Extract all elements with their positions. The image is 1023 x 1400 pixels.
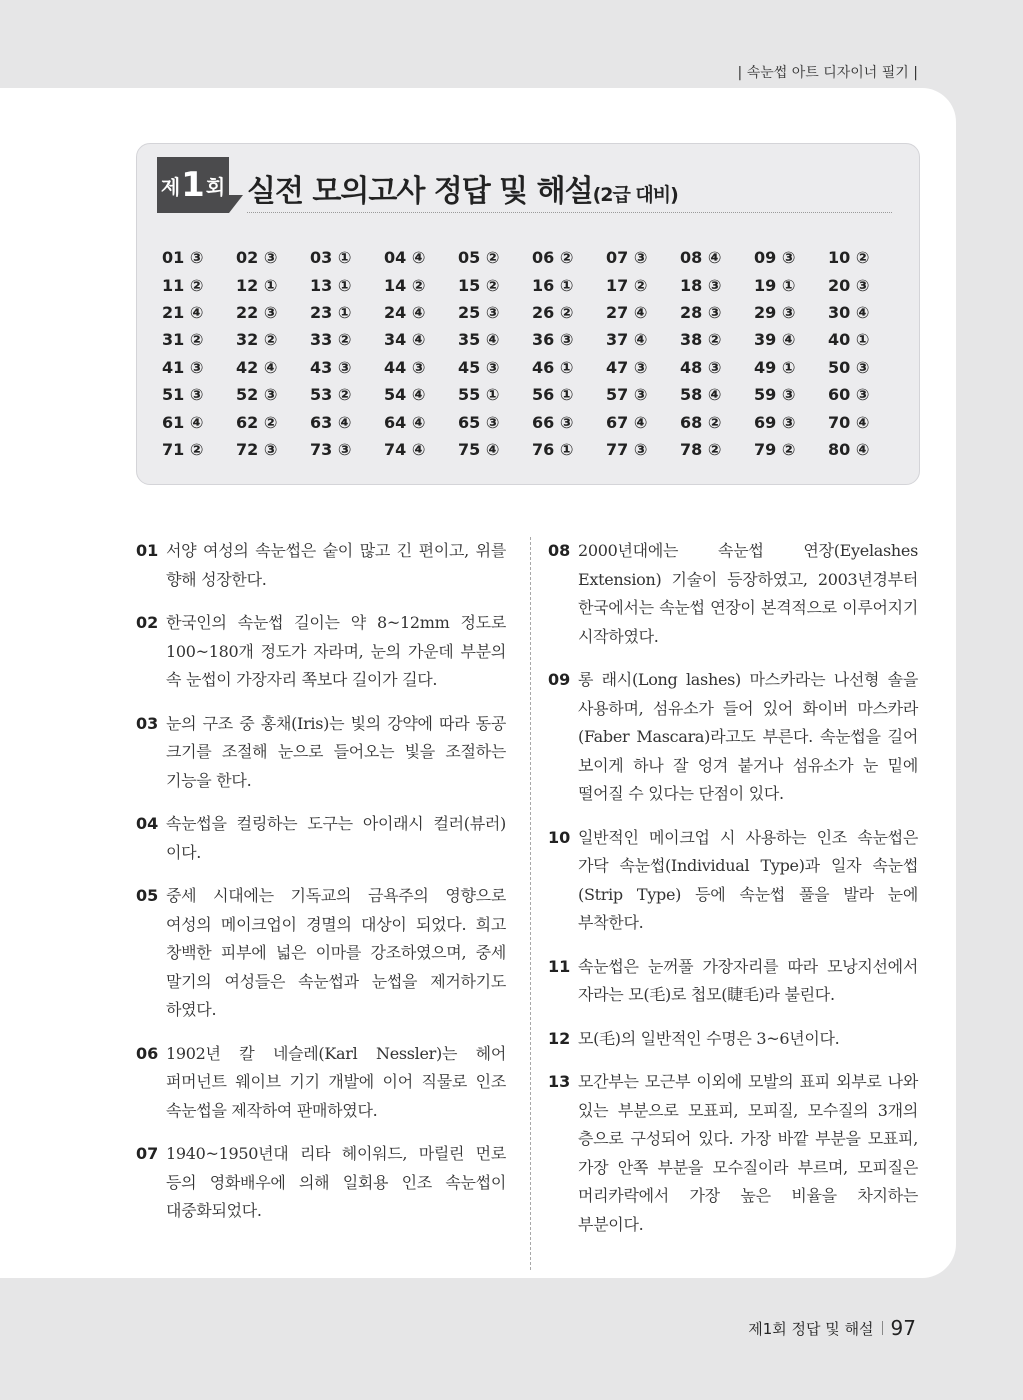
title-subtitle: (2급 대비) [592,184,678,206]
explanation-text: 눈의 구조 중 홍채(Iris)는 빛의 강약에 따라 동공 크기를 조절해 눈으로 들어오는 빛을 조절하는 기능을 한다. [166,713,506,790]
answer-cell: 58 ④ [680,385,722,405]
answer-cell: 32 ② [236,330,278,350]
answer-cell: 73 ③ [310,439,352,459]
answer-cell: 13 ① [310,275,352,295]
explanation-number: 08 [548,541,571,560]
explanation-item [548,1025,918,1054]
answer-cell: 02 ③ [236,248,278,268]
explanation-item [548,953,918,1010]
answer-cell: 03 ① [310,248,352,268]
explanation-item [548,666,918,809]
answer-cell: 09 ③ [754,248,796,268]
answer-cell: 72 ③ [236,439,278,459]
page-number: 97 [890,1316,916,1340]
answer-row [162,354,902,381]
answer-cell: 16 ① [532,275,574,295]
answer-cell: 55 ① [458,385,500,405]
answer-cell: 36 ③ [532,330,574,350]
answer-cell: 25 ③ [458,302,500,322]
answer-cell: 41 ③ [162,357,204,377]
answer-cell: 42 ④ [236,357,278,377]
answer-cell: 37 ④ [606,330,648,350]
answer-cell: 69 ③ [754,412,796,432]
answer-cell: 74 ④ [384,439,426,459]
session-badge [157,157,229,213]
answer-cell: 05 ② [458,248,500,268]
answer-cell: 12 ① [236,275,278,295]
running-header: | 속눈썹 아트 디자이너 필기 | [737,65,918,81]
page-footer [748,1316,916,1340]
badge-number: 1 [181,165,205,205]
answer-row [162,271,902,298]
answer-cell: 64 ④ [384,412,426,432]
explanation-text: 속눈썹을 컬링하는 도구는 아이래시 컬러(뷰러)이다. [166,814,506,862]
answer-cell: 21 ④ [162,302,204,322]
answer-cell: 31 ② [162,330,204,350]
explanation-number: 12 [548,1028,571,1048]
answer-row [162,381,902,408]
answer-cell: 35 ④ [458,330,500,350]
explanation-item [548,1068,918,1239]
answer-cell: 14 ② [384,275,426,295]
title-main: 실전 모의고사 정답 및 해설 [247,174,593,209]
explanation-item [136,810,506,867]
explanation-number: 10 [548,827,571,847]
answer-cell: 47 ③ [606,357,648,377]
footer-separator [882,1321,883,1335]
explanation-number: 06 [136,1043,159,1063]
answer-cell: 60 ③ [828,385,870,405]
explanation-number: 11 [548,956,571,976]
answer-cell: 49 ① [754,357,796,377]
explanation-text: 서양 여성의 속눈썹은 숱이 많고 긴 편이고, 위를 향해 성장한다. [166,541,506,589]
explanations-right-column [548,537,918,1254]
answer-cell: 29 ③ [754,302,796,322]
explanation-text: 한국인의 속눈썹 길이는 약 8~12mm 정도로 100~180개 정도가 자라며, 눈의 가운데 부분의 속 눈썹이 가장자리 쪽보다 길이가 길다. [166,613,506,689]
explanations-left-column [136,537,506,1241]
answer-cell: 51 ③ [162,385,204,405]
answer-cell: 11 ② [162,275,204,295]
answer-cell: 48 ③ [680,357,722,377]
explanation-number: 05 [136,886,159,905]
answer-cell: 20 ③ [828,275,870,295]
footer-label: 제1회 정답 및 해설 [748,1319,874,1338]
badge-tab-shape [229,195,243,213]
answer-row [162,436,902,463]
explanation-item [136,537,506,594]
answer-cell: 46 ① [532,357,574,377]
badge-suffix: 회 [205,174,226,199]
answer-cell: 34 ④ [384,330,426,350]
answer-cell: 39 ④ [754,330,796,350]
answer-cell: 17 ② [606,275,648,295]
explanation-item [136,1140,506,1226]
explanation-item [548,537,918,651]
explanation-text: 일반적인 메이크업 시 사용하는 인조 속눈썹은 가닥 속눈썹(Individual Type)과 일자 속눈썹(Strip Type) 등에 속눈썹 풀을 발라 눈에 부착한다. [578,827,918,932]
answer-cell: 44 ③ [384,357,426,377]
badge-prefix: 제 [160,174,181,199]
answer-cell: 01 ③ [162,248,204,268]
answer-cell: 63 ④ [310,412,352,432]
title-divider [247,212,892,213]
column-divider [530,537,531,1270]
answer-row [162,244,902,271]
explanation-text: 모(毛)의 일반적인 수명은 3~6년이다. [578,1028,840,1048]
answer-cell: 23 ① [310,302,352,322]
explanation-item [136,1040,506,1126]
answer-cell: 19 ① [754,275,796,295]
explanation-item [548,824,918,938]
explanation-item [136,710,506,796]
answer-cell: 65 ③ [458,412,500,432]
answer-cell: 67 ④ [606,412,648,432]
answer-cell: 56 ① [532,385,574,405]
explanation-number: 09 [548,670,571,689]
explanation-number: 07 [136,1144,159,1163]
answer-cell: 27 ④ [606,302,648,322]
explanation-text: 2000년대에는 속눈썹 연장(Eyelashes Extension) 기술이 등장하였고, 2003년경부터 한국에서는 속눈썹 연장이 본격적으로 이루어지기 시작하였다. [578,541,918,646]
answer-cell: 10 ② [828,248,870,268]
answer-cell: 06 ② [532,248,574,268]
explanation-text: 속눈썹은 눈꺼풀 가장자리를 따라 모낭지선에서 자라는 모(毛)로 첩모(睫毛)라 불린다. [578,956,918,1004]
answer-cell: 50 ③ [828,357,870,377]
answer-cell: 70 ④ [828,412,870,432]
answer-cell: 15 ② [458,275,500,295]
answer-cell: 08 ④ [680,248,722,268]
explanation-text: 롱 래시(Long lashes) 마스카라는 나선형 솔을 사용하며, 섬유소가 들어 있어 화이버 마스카라(Faber Mascara)라고도 부른다. 속눈썹을 길어 보이게 하나 잘 엉겨 붙거나 섬유소가 눈 밑에 떨어질 수 있다는 단점이 있다. [578,670,918,803]
answer-cell: 79 ② [754,439,796,459]
answer-cell: 45 ③ [458,357,500,377]
answer-cell: 43 ③ [310,357,352,377]
answer-row [162,299,902,326]
explanation-number: 03 [136,713,159,733]
answer-row [162,408,902,435]
answer-cell: 22 ③ [236,302,278,322]
answer-cell: 76 ① [532,439,574,459]
answer-cell: 30 ④ [828,302,870,322]
answer-cell: 04 ④ [384,248,426,268]
answer-cell: 07 ③ [606,248,648,268]
answer-row [162,326,902,353]
answer-cell: 33 ② [310,330,352,350]
answer-cell: 78 ② [680,439,722,459]
answer-cell: 66 ③ [532,412,574,432]
answer-cell: 53 ② [310,385,352,405]
answer-cell: 38 ② [680,330,722,350]
answer-cell: 62 ② [236,412,278,432]
answer-cell: 71 ② [162,439,204,459]
explanation-number: 04 [136,814,159,833]
answer-cell: 40 ① [828,330,870,350]
explanation-item [136,609,506,695]
answer-cell: 52 ③ [236,385,278,405]
answer-cell: 54 ④ [384,385,426,405]
answer-cell: 26 ② [532,302,574,322]
answer-cell: 61 ④ [162,412,204,432]
answer-cell: 24 ④ [384,302,426,322]
page-title [247,166,678,210]
answer-cell: 75 ④ [458,439,500,459]
explanation-number: 13 [548,1072,571,1091]
answer-cell: 59 ③ [754,385,796,405]
answer-cell: 77 ③ [606,439,648,459]
answer-grid [162,244,902,463]
explanation-number: 01 [136,541,159,560]
explanation-item [136,882,506,1025]
answer-cell: 80 ④ [828,439,870,459]
answer-cell: 28 ③ [680,302,722,322]
answer-cell: 18 ③ [680,275,722,295]
explanation-text: 중세 시대에는 기독교의 금욕주의 영향으로 여성의 메이크업이 경멸의 대상이 되었다. 희고 창백한 피부에 넓은 이마를 강조하였으며, 중세 말기의 여성들은 속눈썹과 눈썹을 제거하기도 하였다. [166,886,506,1019]
explanation-number: 02 [136,613,159,632]
answer-cell: 57 ③ [606,385,648,405]
explanation-text: 1902년 칼 네슬레(Karl Nessler)는 헤어 퍼머넌트 웨이브 기기 개발에 이어 직물로 인조 속눈썹을 제작하여 판매하였다. [166,1043,506,1120]
explanation-text: 모간부는 모근부 이외에 모발의 표피 외부로 나와 있는 부분으로 모표피, 모피질, 모수질의 3개의 층으로 구성되어 있다. 가장 바깥 부분을 모표피, 가장 안쪽 부분을 모수질이라 부르며, 모피질은 머리카락에서 가장 높은 비율을 차지하는 부분이다. [578,1072,918,1234]
explanation-text: 1940~1950년대 리타 헤이워드, 마릴린 먼로 등의 영화배우에 의해 일회용 인조 속눈썹이 대중화되었다. [166,1144,506,1220]
answer-cell: 68 ② [680,412,722,432]
